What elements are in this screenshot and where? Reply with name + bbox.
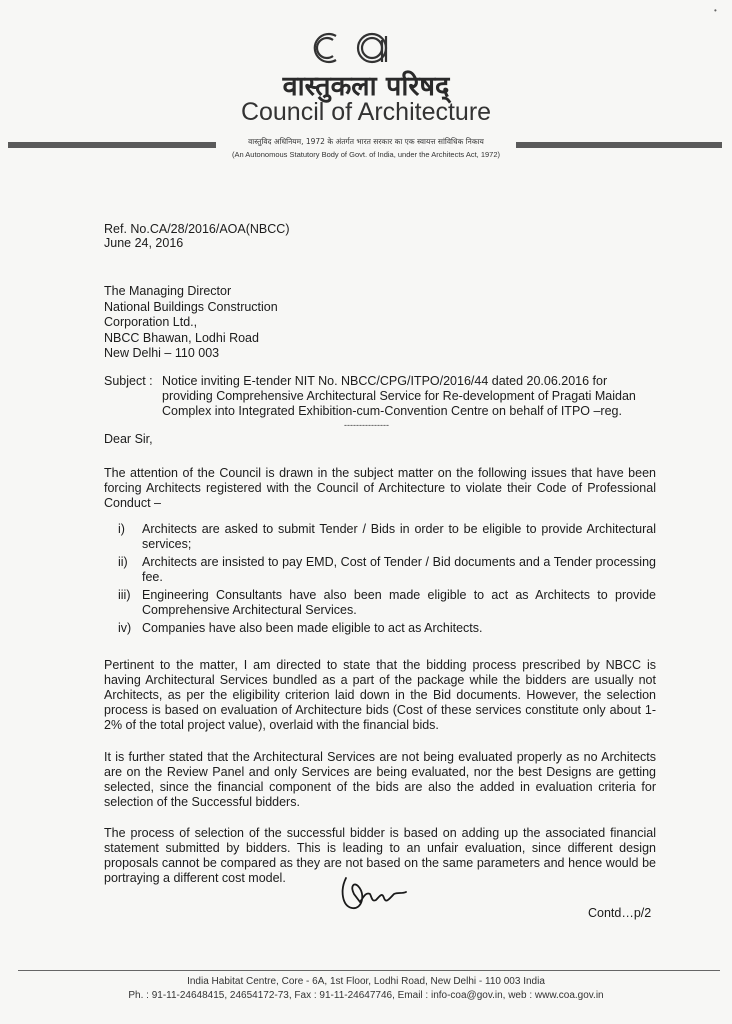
signature — [336, 872, 414, 914]
statutory-note-english: (An Autonomous Statutory Body of Govt. of India, under the Architects Act, 1972) — [231, 150, 501, 159]
list-item-text: Engineering Consultants have also been made eligible to act as Architects to provide Comprehensive Architectural Services. — [142, 588, 656, 617]
salutation: Dear Sir, — [104, 432, 153, 446]
subject-label: Subject : — [104, 374, 153, 388]
reference-number: Ref. No.CA/28/2016/AOA(NBCC) — [104, 222, 290, 236]
letterhead-band-left — [8, 142, 216, 148]
paragraph-evaluation: It is further stated that the Architectural Services are not being evaluated properly as no Architects are on the Review Panel and only Services are being evaluated, nor the best Designs are getting selected, since the financial component of the bids are also the added in evaluation criteria for selection of the Successful bidders. — [104, 750, 656, 809]
list-item-number: iii) — [118, 588, 131, 602]
letterhead-band-right — [516, 142, 722, 148]
list-item-number: i) — [118, 522, 125, 536]
address-line: National Buildings Construction — [104, 299, 278, 314]
subject-text — [162, 374, 652, 419]
recipient-address — [104, 284, 278, 362]
council-name-english: Council of Architecture — [240, 98, 492, 126]
council-name-hindi: वास्तुकला परिषद् — [282, 71, 450, 102]
coa-logo-icon — [306, 26, 406, 70]
subject-line: Complex into Integrated Exhibition-cum-Convention Centre on behalf of ITPO –reg. — [162, 404, 622, 418]
address-line: Corporation Ltd., — [104, 315, 198, 329]
subject-underline: --------------- — [344, 420, 389, 430]
list-item-text: Architects are asked to submit Tender / Bids in order to be eligible to provide Architectural services; — [142, 522, 656, 551]
signature-scribble — [336, 872, 414, 914]
address-line: The Managing Director — [104, 284, 232, 298]
footer-contacts: Ph. : 91-11-24648415, 24654172-73, Fax : 91-11-24647746, Email : info-coa@gov.in, web : www.coa.gov.in — [128, 990, 604, 1001]
subject-line: Notice inviting E-tender NIT No. NBCC/CPG/ITPO/2016/44 dated 20.06.2016 for — [162, 374, 608, 388]
statutory-note-hindi: वास्तुविद अधिनियम, 1972 के अंतर्गत भारत सरकार का एक स्वायत्त सांविधिक निकाय — [248, 137, 484, 146]
list-item — [104, 588, 656, 618]
list-item — [104, 621, 656, 636]
issues-list — [104, 522, 656, 639]
list-item — [104, 522, 656, 552]
page-corner-mark: • — [714, 6, 717, 15]
list-item-number: iv) — [118, 621, 132, 635]
coa-logo — [306, 26, 406, 70]
list-item-number: ii) — [118, 555, 128, 569]
continuation-note: Contd…p/2 — [588, 906, 652, 920]
list-item-text: Architects are insisted to pay EMD, Cost of Tender / Bid documents and a Tender processing fee. — [142, 555, 656, 584]
address-line: New Delhi – 110 003 — [104, 346, 220, 360]
paragraph-intro: The attention of the Council is drawn in the subject matter on the following issues that have been forcing Architects registered with the Council of Architecture to violate their Code of Professional Conduct – — [104, 466, 656, 510]
letter-date: June 24, 2016 — [104, 236, 184, 250]
list-item-text: Companies have also been made eligible to act as Architects. — [142, 621, 483, 635]
paragraph-bidding-process: Pertinent to the matter, I am directed to state that the bidding process prescribed by NBCC is having Architectural Services bundled as a part of the package while the bidders are usually not Architects, as per the eligibility criterion laid down in the Bid documents. However, the selection process is based on evaluation of Architecture bids (Cost of these services constitute only about 1-2% of the total project value), overlaid with the financial bids. — [104, 658, 656, 732]
paragraph-selection: The process of selection of the successful bidder is based on adding up the associated financial statement submitted by bidders. This is leading to an unfair evaluation, since different design proposals cannot be compared as they are not based on the same parameters and hence would be portraying a different cost model. — [104, 826, 656, 885]
footer-address: India Habitat Centre, Core - 6A, 1st Floor, Lodhi Road, New Delhi - 110 003 India — [187, 976, 545, 987]
list-item — [104, 555, 656, 585]
subject-line: providing Comprehensive Architectural Service for Re-development of Pragati Maidan — [162, 389, 636, 403]
footer-divider — [18, 970, 720, 971]
address-line: NBCC Bhawan, Lodhi Road — [104, 330, 259, 345]
